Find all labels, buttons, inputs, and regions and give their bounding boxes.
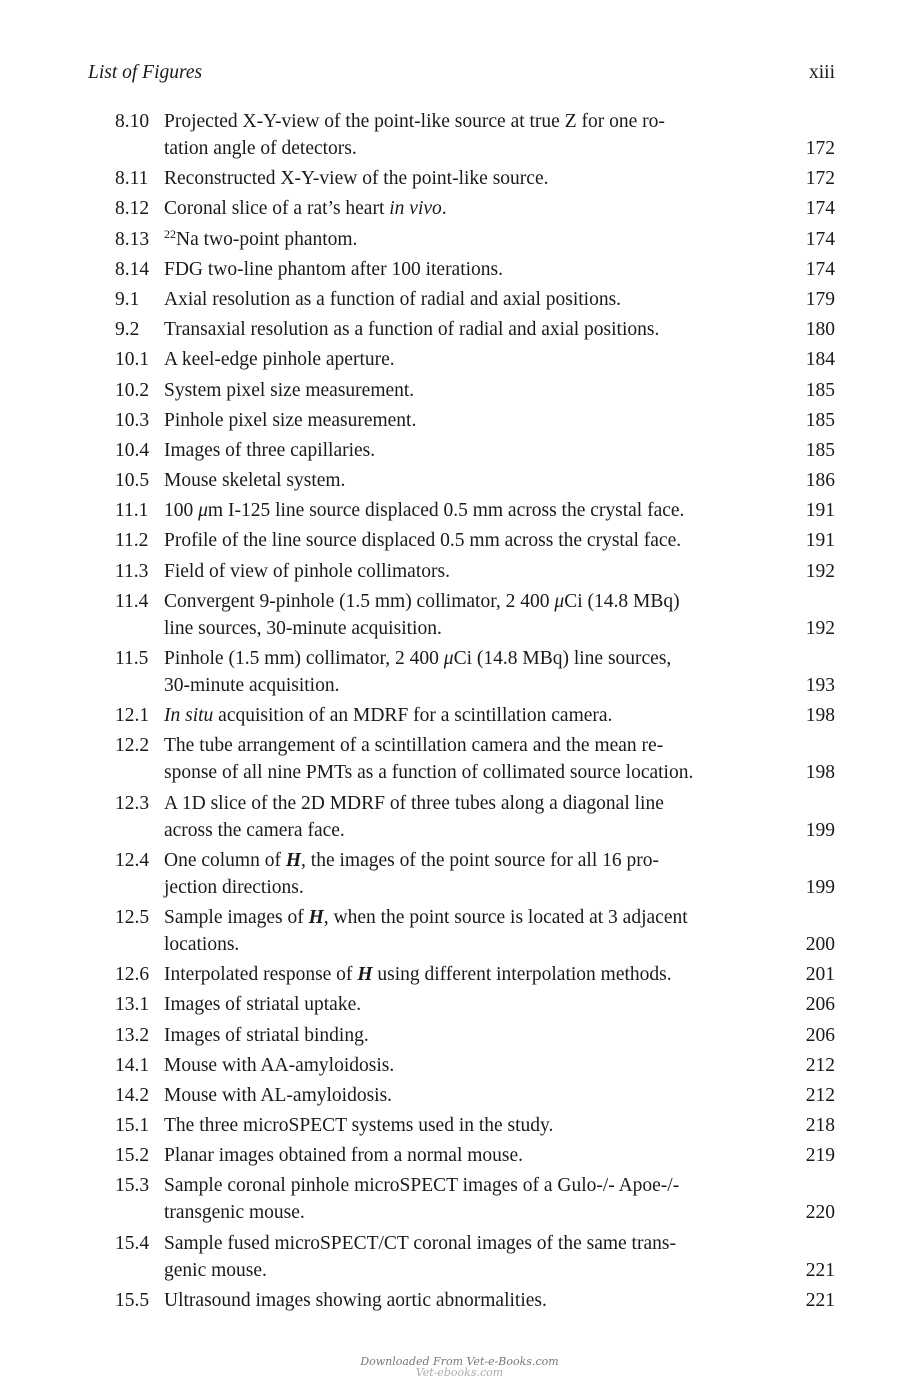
figure-caption [164,467,783,494]
caption-text: locations. [164,933,240,955]
figure-entry [115,1082,835,1109]
figure-number: 10.1 [115,349,150,371]
caption-text: 22 [164,226,176,241]
figure-number: 15.5 [115,1289,150,1311]
figure-caption [164,847,783,901]
figure-entry [115,1287,835,1314]
caption-text: H [285,849,302,871]
caption-text: 100 [164,500,199,522]
caption-text: across the camera face. [164,819,345,841]
caption-text: One column of [164,849,286,871]
running-head-title: List of Figures [88,62,203,83]
figure-entry [115,256,835,283]
figure-caption [164,316,783,343]
caption-text: acquisition of an MDRF for a scintillation camera. [213,705,613,727]
figure-caption [164,1052,783,1079]
figure-number: 13.1 [115,994,150,1016]
caption-text: Images of striatal uptake. [164,994,362,1016]
caption-text: Na two-point phantom. [176,228,358,250]
figure-page-number: 218 [805,1115,835,1137]
figure-page-number: 184 [805,349,835,371]
figure-caption [164,961,783,988]
figure-page-number: 185 [805,379,835,401]
figure-entry [115,527,835,554]
figure-entry [115,1172,835,1226]
figure-number: 11.4 [115,590,149,612]
figure-number: 12.1 [115,705,150,727]
figure-page-number: 186 [805,470,835,492]
figure-page-number: 174 [805,228,835,250]
caption-text: using different interpolation methods. [372,964,672,986]
figure-caption [164,256,783,283]
figure-caption [164,1112,783,1139]
caption-text: Mouse with AA-amyloidosis. [164,1054,395,1076]
figure-entry [115,165,835,192]
caption-text: Interpolated response of [164,964,358,986]
figure-page-number: 206 [805,994,835,1016]
caption-text: Mouse skeletal system. [164,470,346,492]
figure-entry [115,437,835,464]
figure-page-number: 200 [805,933,835,955]
figure-number: 11.2 [115,530,149,552]
caption-text: Sample images of [164,906,309,928]
caption-text: μ [443,648,454,669]
figure-caption [164,108,783,162]
caption-text: A 1D slice of the 2D MDRF of three tubes along a diagonal line [164,792,664,814]
figure-page-number: 174 [805,198,835,220]
figure-number: 11.3 [115,560,149,582]
caption-text: Profile of the line source displaced 0.5 mm across the crystal face. [164,530,682,552]
caption-text: Projected X-Y-view of the point-like source at true Z for one ro- [164,111,665,132]
figure-caption [164,1287,783,1314]
watermark [0,1356,919,1378]
figure-caption [164,497,783,524]
caption-text: Planar images obtained from a normal mouse. [164,1145,524,1167]
figure-page-number: 192 [805,560,835,582]
caption-text: in vivo [389,198,442,220]
caption-text: line sources, 30-minute acquisition. [164,617,442,639]
figure-page-number: 172 [805,138,835,159]
figure-number: 8.11 [115,168,149,190]
list-of-figures [115,108,835,1317]
caption-text: Ci (14.8 MBq) line sources, [453,648,672,669]
caption-text: 30-minute acquisition. [164,675,340,696]
caption-text: A keel-edge pinhole aperture. [164,349,395,371]
caption-text: Pinhole (1.5 mm) collimator, 2 400 [164,648,444,669]
caption-text: H [357,964,373,986]
figure-number: 10.2 [115,379,150,401]
figure-number: 14.2 [115,1084,150,1106]
figure-entry [115,1052,835,1079]
figure-entry [115,588,835,642]
figure-entry [115,1230,835,1284]
running-head [88,62,835,84]
figure-page-number: 212 [805,1084,835,1106]
caption-text: Ultrasound images showing aortic abnormalities. [164,1289,547,1311]
figure-caption [164,790,783,844]
figure-number: 12.6 [115,964,150,986]
caption-text: , the images of the point source for all 16 pro- [301,849,659,871]
figure-page-number: 220 [805,1202,835,1224]
figure-number: 13.2 [115,1024,150,1046]
figure-caption [164,1142,783,1169]
caption-text: Sample fused microSPECT/CT coronal images of the same trans- [164,1232,676,1254]
caption-text: In situ [164,705,214,727]
figure-number: 15.2 [115,1145,150,1167]
figure-entry [115,286,835,313]
figure-number: 12.4 [115,849,150,871]
caption-text: Images of striatal binding. [164,1024,369,1046]
figure-page-number: 180 [805,319,835,341]
figure-number: 15.1 [115,1115,150,1137]
caption-text: FDG two-line phantom after 100 iterations. [164,258,504,280]
figure-page-number: 219 [805,1145,835,1167]
figure-page-number: 185 [805,409,835,431]
figure-entry [115,195,835,222]
caption-text: H [308,906,324,928]
watermark-line-2: Vet-ebooks.com [415,1366,504,1379]
figure-number: 9.1 [115,288,140,310]
figure-caption [164,588,783,642]
figure-caption [164,702,783,729]
figure-entry [115,1112,835,1139]
figure-entry [115,346,835,373]
figure-page-number: 179 [805,288,835,310]
figure-number: 15.3 [115,1175,150,1197]
figure-entry [115,467,835,494]
figure-caption [164,558,783,585]
caption-text: jection directions. [164,876,304,898]
figure-number: 8.14 [115,258,150,280]
caption-text: genic mouse. [164,1259,267,1281]
figure-number: 12.2 [115,735,150,757]
figure-page-number: 221 [805,1259,835,1281]
caption-text: Axial resolution as a function of radial and axial positions. [164,288,622,310]
figure-entry [115,847,835,901]
figure-page-number: 191 [805,500,835,522]
figure-caption [164,732,783,786]
figure-entry [115,991,835,1018]
figure-number: 11.1 [115,500,149,522]
caption-text: tation angle of detectors. [164,138,357,159]
figure-page-number: 193 [805,675,835,696]
figure-page-number: 198 [805,762,835,784]
figure-caption [164,645,783,699]
figure-entry [115,904,835,958]
figure-entry [115,961,835,988]
caption-text: The three microSPECT systems used in the study. [164,1115,554,1137]
figure-caption [164,1230,783,1284]
figure-page-number: 172 [805,168,835,190]
watermark-line-1: Downloaded From Vet-e-Books.com [360,1355,559,1368]
figure-caption [164,991,783,1018]
figure-number: 9.2 [115,319,140,341]
figure-caption [164,346,783,373]
caption-text: transgenic mouse. [164,1202,305,1224]
figure-caption [164,904,783,958]
figure-entry [115,377,835,404]
figure-caption [164,226,783,253]
figure-number: 12.3 [115,792,150,814]
figure-entry [115,732,835,786]
figure-number: 10.3 [115,409,150,431]
caption-text: sponse of all nine PMTs as a function of collimated source location. [164,762,694,784]
caption-text: Mouse with AL-amyloidosis. [164,1084,393,1106]
figure-page-number: 199 [805,876,835,898]
figure-entry [115,226,835,253]
caption-text: m I-125 line source displaced 0.5 mm across the crystal face. [207,500,685,522]
figure-caption [164,407,783,434]
figure-caption [164,1022,783,1049]
caption-text: μ [198,500,208,522]
figure-caption [164,286,783,313]
caption-text: Ci (14.8 MBq) [564,590,680,612]
figure-caption [164,437,783,464]
figure-entry [115,1022,835,1049]
figure-page-number: 212 [805,1054,835,1076]
figure-caption [164,195,783,222]
figure-caption [164,377,783,404]
caption-text: , when the point source is located at 3 adjacent [323,906,688,928]
figure-number: 14.1 [115,1054,150,1076]
caption-text: Reconstructed X-Y-view of the point-like source. [164,168,549,190]
running-head-page-number: xiii [808,62,835,83]
figure-entry [115,497,835,524]
caption-text: Convergent 9-pinhole (1.5 mm) collimator, 2 400 [164,590,555,612]
figure-number: 11.5 [115,648,149,669]
figure-page-number: 206 [805,1024,835,1046]
figure-page-number: 221 [805,1289,835,1311]
figure-entry [115,558,835,585]
caption-text: Field of view of pinhole collimators. [164,560,450,582]
figure-page-number: 198 [805,705,835,727]
caption-text: Sample coronal pinhole microSPECT images of a Gulo-/- Apoe-/- [164,1175,680,1197]
figure-number: 8.12 [115,198,150,220]
caption-text: Coronal slice of a rat’s heart [164,198,390,220]
figure-entry [115,645,835,699]
caption-text: The tube arrangement of a scintillation camera and the mean re- [164,735,664,757]
caption-text: System pixel size measurement. [164,379,415,401]
caption-text: Images of three capillaries. [164,439,376,461]
figure-entry [115,1142,835,1169]
figure-page-number: 191 [805,530,835,552]
figure-caption [164,527,783,554]
figure-number: 10.5 [115,470,150,492]
figure-number: 12.5 [115,906,150,928]
figure-caption [164,1172,783,1226]
figure-number: 8.13 [115,228,150,250]
figure-entry [115,702,835,729]
caption-text: μ [554,590,565,612]
figure-entry [115,108,835,162]
figure-number: 8.10 [115,111,150,132]
caption-text: . [441,198,447,220]
figure-page-number: 185 [805,439,835,461]
figure-entry [115,316,835,343]
figure-page-number: 174 [805,258,835,280]
figure-entry [115,407,835,434]
figure-caption [164,1082,783,1109]
caption-text: Pinhole pixel size measurement. [164,409,417,431]
figure-caption [164,165,783,192]
caption-text: Transaxial resolution as a function of radial and axial positions. [164,319,660,341]
figure-page-number: 192 [805,617,835,639]
figure-entry [115,790,835,844]
figure-number: 10.4 [115,439,150,461]
figure-page-number: 201 [805,964,835,986]
figure-page-number: 199 [805,819,835,841]
figure-number: 15.4 [115,1232,150,1254]
